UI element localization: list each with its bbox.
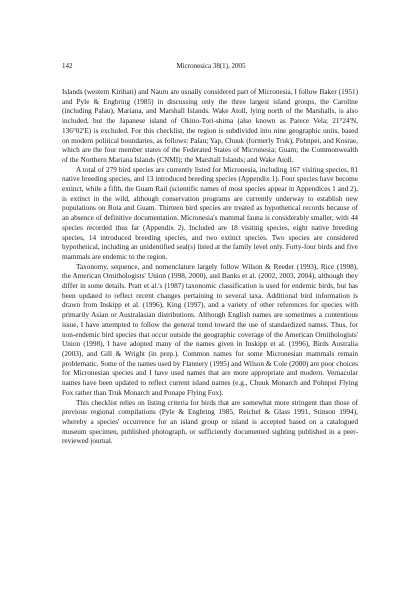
paragraph-taxonomy: Taxonomy, sequence, and nomenclature largely follow Wilson & Reeder (1993), Rice (1998), the American Ornithologists' Union (1998, 2000), and Banks et al. (2002, 2003, 2004), although they differ in some details. Pratt et al.'s (1987) taxonomic classification is used for endemic birds, but has been updated to reflect recent changes pertaining to several taxa. Additional bird information is drawn from Inskipp et al. (1996), King (1997), and a variety of other references for species with primarily Asian or Australasian distributions. Although English names are sometimes a contentious issue, I have attempted to follow the general trend toward the use of standardized names. Thus, for non-endemic bird species that occur outside the geographic coverage of the American Ornithologists' Union (1998), I have adopted many of the names given in Inskipp et al. (1996), Birds Australia (2003), and Gill & Wright (in prep.). Common names for some Micronesian mammals remain problematic. Some of the names used by Flannery (1995) and Wilson & Cole (2000) are poor choices for Micronesian species and I have used names that are more appropriate and modern. Vernacular names have been updated to reflect current island names (e.g., Chuuk Monarch and Pohnpei Flying Fox rather than Truk Monarch and Ponape Flying Fox). [62,262,358,397]
body-text [62,88,358,447]
paragraph-listing-criteria: This checklist relies on listing criteria for birds that are somewhat more stringent than those of previous regional compilations (Pyle & Engbring 1985, Reichel & Glass 1991, Stinson 1994), whereby a species' occurrence for an island group or island is accepted based on a catalogued museum specimen, published photograph, or sufficiently documented sighting published in a peer-reviewed journal. [62,398,358,446]
paragraph-continued: Islands (western Kiribati) and Nauru are usually considered part of Micronesia, I follow Baker (1951) and Pyle & Engbring (1985) in discussing only the three largest island groups, the Caroline (including Palau), Mariana, and Marshall Islands. Wake Atoll, lying north of the Marshalls, is also included, but the Japanese island of Okino-Tori-shima (also known as Parece Vela; 21°24'N, 136°02'E) is excluded. For this checklist, the region is subdivided into nine geographic units, based on modern political boundaries, as follows: Palau; Yap, Chuuk (formerly Truk), Pohnpei, and Kosrae, which are the four member states of the Federated States of Micronesia; Guam; the Commonwealth of the Northern Mariana Islands (CNMI); the Marshall Islands; and Wake Atoll. [62,88,358,164]
paragraph-species-totals: A total of 279 bird species are currently listed for Micronesia, including 167 visiting species, 81 native breeding species, and 13 introduced breeding species (Appendix 1). Four species have become extinct, while a fifth, the Guam Rail (scientific names of most species appear in Appendices 1 and 2), is extinct in the wild, although conservation programs are currently underway to establish new populations on Rota and Guam. Thirteen bird species are treated as hypothetical records because of an absence of definitive documentation. Micronesia's mammal fauna is considerably smaller, with 44 species recorded thus far (Appendix 2). Included are 18 visiting species, eight native breeding species, 14 introduced breeding species, and two extinct species. Two species are considered hypothetical, including an unidentified seal(s) listed at the family level only. Forty-four birds and five mammals are endemic to the region. [62,165,358,261]
running-head: Micronesica 38(1), 2005 [176,62,246,70]
page-header [62,62,360,74]
page-number: 142 [62,62,73,70]
